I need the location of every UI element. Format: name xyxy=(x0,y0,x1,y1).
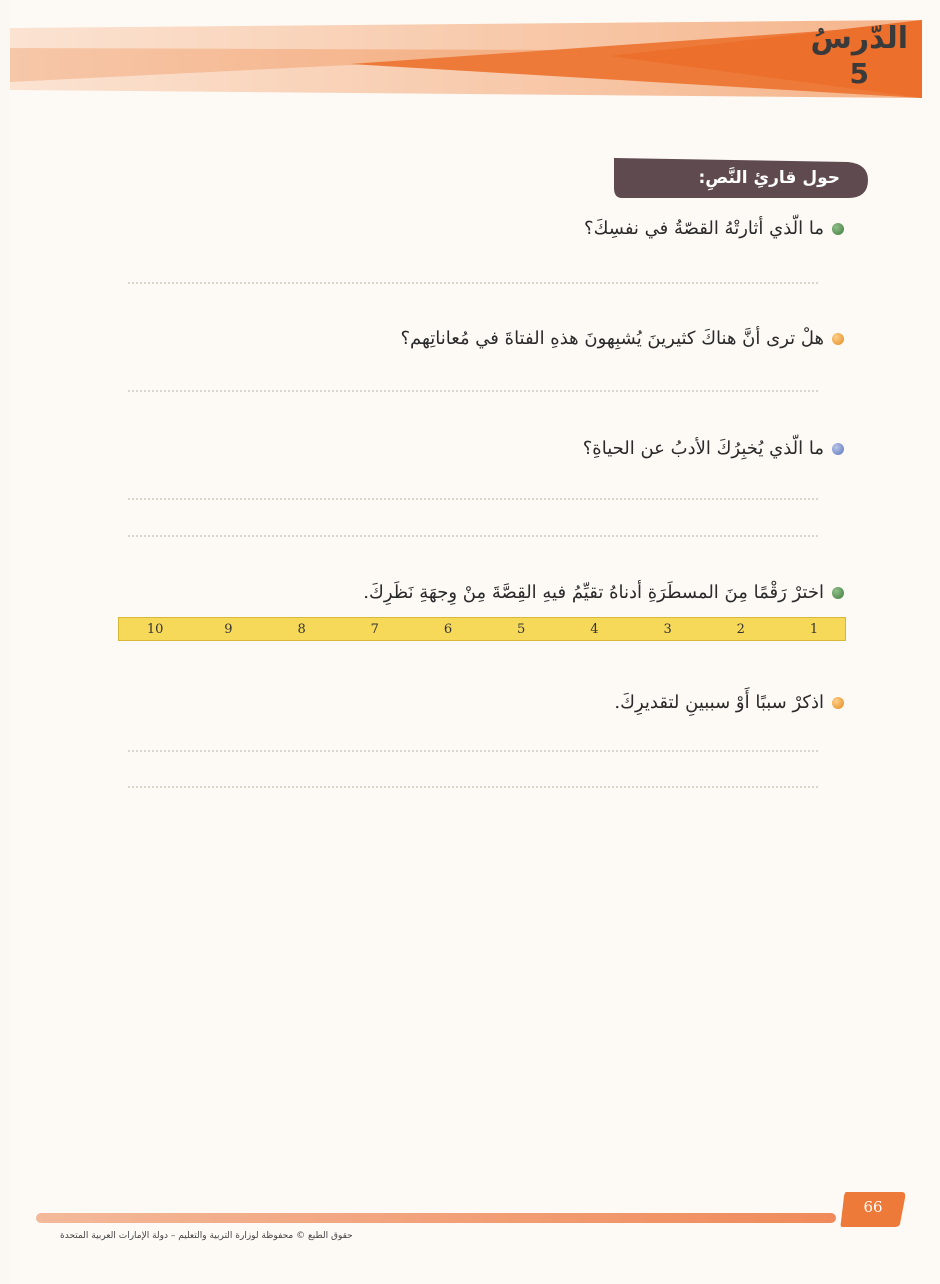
scale-value-1[interactable]: 1 xyxy=(809,622,819,637)
banner-graphic xyxy=(10,20,922,110)
question-1 xyxy=(584,218,844,239)
scale-value-9[interactable]: 9 xyxy=(224,622,233,637)
lesson-number: 5 xyxy=(849,57,869,90)
header-banner xyxy=(10,20,922,110)
bullet-icon xyxy=(832,587,844,599)
footer-bar xyxy=(36,1213,836,1223)
scale-value-7[interactable]: 7 xyxy=(370,622,379,637)
page-number: 66 xyxy=(863,1198,883,1216)
question-text: اخترْ رَقْمًا مِنَ المسطَرَةِ أدناهُ تقيِّمُ فيهِ القِصَّةَ مِنْ وِجهَةِ نَظَرِكَ. xyxy=(363,582,824,603)
scale-value-3[interactable]: 3 xyxy=(663,622,672,637)
scale-value-2[interactable]: 2 xyxy=(736,622,745,637)
lesson-title xyxy=(810,21,908,90)
answer-line[interactable] xyxy=(128,535,818,537)
scale-value-4[interactable]: 4 xyxy=(590,622,599,637)
question-4 xyxy=(363,582,844,603)
bullet-icon xyxy=(832,697,844,709)
answer-line[interactable] xyxy=(128,390,818,392)
scale-value-5[interactable]: 5 xyxy=(517,622,526,637)
question-text: ما الّذي أثارتْهُ القصّةُ في نفسِكَ؟ xyxy=(584,218,824,239)
lesson-word: الدّرسُ xyxy=(810,21,908,56)
question-text: ما الّذي يُخبِرُكَ الأدبُ عن الحياةِ؟ xyxy=(582,438,824,459)
answer-line[interactable] xyxy=(128,282,818,284)
scale-value-8[interactable]: 8 xyxy=(297,622,306,637)
bullet-icon xyxy=(832,223,844,235)
scale-value-10[interactable]: 10 xyxy=(146,622,164,637)
answer-line[interactable] xyxy=(128,786,818,788)
question-text: هلْ ترى أنَّ هناكَ كثيرينَ يُشبِهونَ هذهِ الفتاةَ في مُعاناتِهم؟ xyxy=(400,328,824,349)
answer-line[interactable] xyxy=(128,498,818,500)
section-tab xyxy=(612,158,868,200)
scale-value-6[interactable]: 6 xyxy=(443,622,453,637)
section-label: حول قارئِ النَّصِ: xyxy=(698,168,840,188)
bullet-icon xyxy=(832,443,844,455)
bullet-icon xyxy=(832,333,844,345)
question-5 xyxy=(614,692,844,713)
page-number-badge xyxy=(840,1190,906,1228)
copyright-text: حقوق الطبع © محفوظة لوزارة التربية والتعليم – دولة الإمارات العربية المتحدة xyxy=(60,1231,353,1241)
question-2 xyxy=(400,328,844,349)
rating-scale xyxy=(118,617,846,641)
question-3 xyxy=(583,438,844,459)
question-text: اذكرْ سببًا أَوْ سببينِ لتقديرِكَ. xyxy=(614,692,824,713)
answer-line[interactable] xyxy=(128,750,818,752)
